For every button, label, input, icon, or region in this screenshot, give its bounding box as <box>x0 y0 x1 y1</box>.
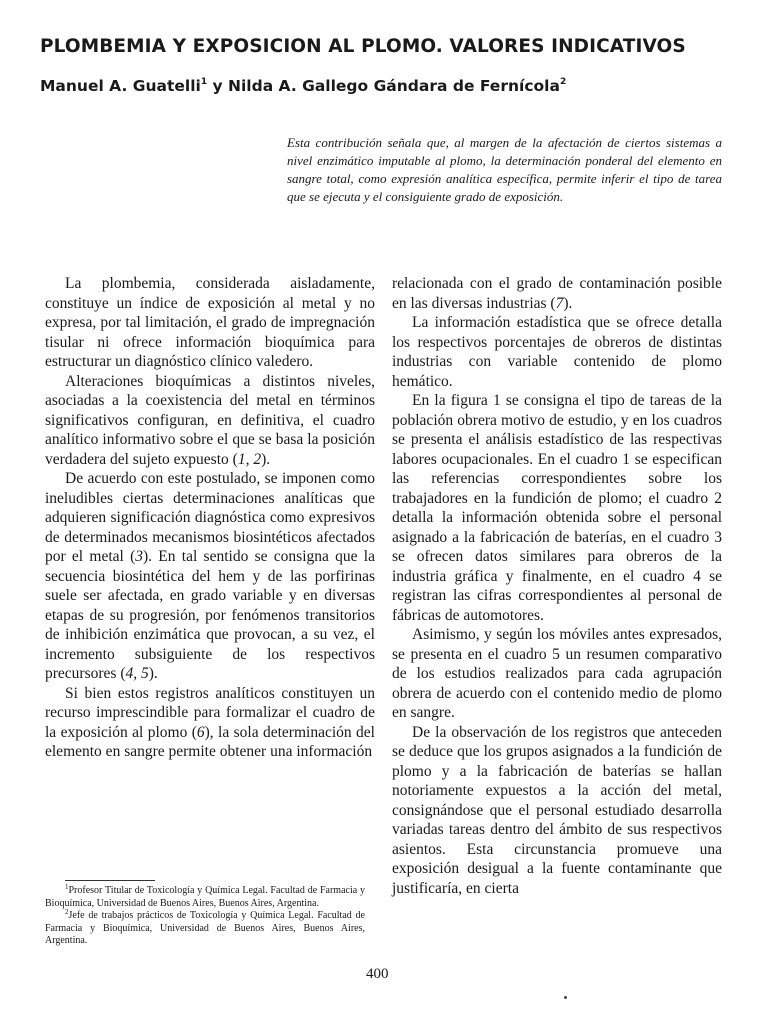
footnote-text: Jefe de trabajos prácticos de Toxicología y Química Legal. Facultad de Farmacia y Bioquímica, Universidad de Buenos Aires, Buenos Aires, Argentina. <box>45 910 365 946</box>
author-1: Manuel A. Guatelli <box>40 77 201 95</box>
footnote-1-mark: 1 <box>65 883 69 891</box>
paragraph-text: ). <box>261 450 271 468</box>
author-1-affiliation-mark: 1 <box>200 77 208 87</box>
paragraph-continued <box>392 274 722 313</box>
paragraph: La plombemia, considerada aisladamente, constituye un índice de exposición al metal y no expresa, por tal limitación, el grado de impregnación tisular ni ofrece información bioquímica para estructurar un diagnóstico clínico valedero. <box>45 275 375 370</box>
paragraph <box>45 469 375 684</box>
paragraph-text: De acuerdo con este postulado, se imponen como ineludibles ciertas determinaciones analíticas que adquieren significación diagnóstica como expresivos de determinados mecanismos biosintéticos afectados por el metal ( <box>45 470 375 565</box>
paragraph-text: Si bien estos registros analíticos constituyen un recurso imprescindible para formalizar el cuadro de la exposición al plomo ( <box>45 684 375 741</box>
footnote-1 <box>45 885 365 910</box>
paragraph-text: relacionada con el grado de contaminación posible en las diversas industrias ( <box>392 275 722 312</box>
paragraph-text: ). En tal sentido se consigna que la secuencia biosintética del hem y de las porfirinas suele ser afectada, en grado variable y en diversas etapas de su progresión, por fenómenos transitorios de inhibición enzimática que provocan, a su vez, el incremento subsiguiente de los respectivos precursores ( <box>45 548 375 682</box>
citation: 6 <box>196 723 205 741</box>
footnote-divider <box>65 880 155 881</box>
author-connector: y <box>207 77 228 95</box>
paragraph: En la figura 1 se consigna el tipo de tareas de la población obrera motivo de estudio, y en los cuadros se presenta el análisis estadístico de las respectivas labores ocupacionales. En el cuadro 1 se especifican las referencias correspondientes sobre los trabajadores en la fundición de plomo; el cuadro 2 detalla la información obtenida sobre el personal asignado a la fabricación de baterías, en el cuadro 3 se ofrecen datos similares para obreros de la industria gráfica y finalmente, en el cuadro 4 se registran las cifras correspondientes al personal de fábricas de automotores. <box>392 392 722 624</box>
citation: 7 <box>555 294 564 312</box>
footnotes <box>45 880 365 948</box>
paragraph <box>45 684 375 762</box>
article-title: PLOMBEMIA Y EXPOSICION AL PLOMO. VALORES INDICATIVOS <box>40 36 686 57</box>
author-2: Nilda A. Gallego Gándara de Fernícola <box>228 77 560 95</box>
paragraph: De la observación de los registros que anteceden se deduce que los grupos asignados a la fundición de plomo y a la fabricación de baterías se hallan notoriamente expuestos a la acción del metal, consignándose que el personal estudiado desarrolla variadas tareas dentro del ámbito de sus respectivos asientos. Esta circunstancia promueve una exposición desigual a la fuente contaminante que justificaría, en cierta <box>392 723 722 897</box>
paragraph: Asimismo, y según los móviles antes expresados, se presenta en el cuadro 5 un resumen comparativo de los estudios realizados para cada agrupación obrera de acuerdo con el contenido medio de plomo en sangre. <box>392 626 722 721</box>
paragraph <box>45 372 375 470</box>
abstract: Esta contribución señala que, al margen de la afectación de ciertos sistemas a nivel enzimático imputable al plomo, la determinación ponderal del elemento en sangre total, como expresión analítica específica, permite inferir el tipo de tarea que se ejecuta y el consiguiente grado de exposición. <box>287 135 722 204</box>
print-speck <box>564 996 567 999</box>
paragraph-text: ), la sola determinación del elemento en sangre permite obtener una información <box>45 723 375 760</box>
footnote-2-mark: 2 <box>65 908 69 916</box>
footnote-2 <box>45 910 365 948</box>
paragraph-text: Alteraciones bioquímicas a distintos niveles, asociadas a la coexistencia del metal en términos significativos configuran, en definitiva, el cuadro analítico informativo sobre el que se basa la posición verdadera del sujeto expuesto ( <box>45 372 375 468</box>
page-number: 400 <box>366 966 389 982</box>
footnote-text: Profesor Titular de Toxicología y Química Legal. Facultad de Farmacia y Bioquímica, Universidad de Buenos Aires, Buenos Aires, Argentina. <box>45 885 365 909</box>
citation: 4, 5 <box>125 665 149 682</box>
citation: 3 <box>135 548 143 565</box>
citation: 1, 2 <box>237 450 262 468</box>
paragraph-text: ). <box>148 665 158 682</box>
paragraph-text: ). <box>563 294 573 312</box>
right-column <box>392 274 722 898</box>
left-column <box>45 274 375 762</box>
author-2-affiliation-mark: 2 <box>559 77 567 87</box>
author-line <box>40 77 566 95</box>
paragraph: La información estadística que se ofrece detalla los respectivos porcentajes de obreros de distintas industrias con variable contenido de plomo hemático. <box>392 314 722 390</box>
